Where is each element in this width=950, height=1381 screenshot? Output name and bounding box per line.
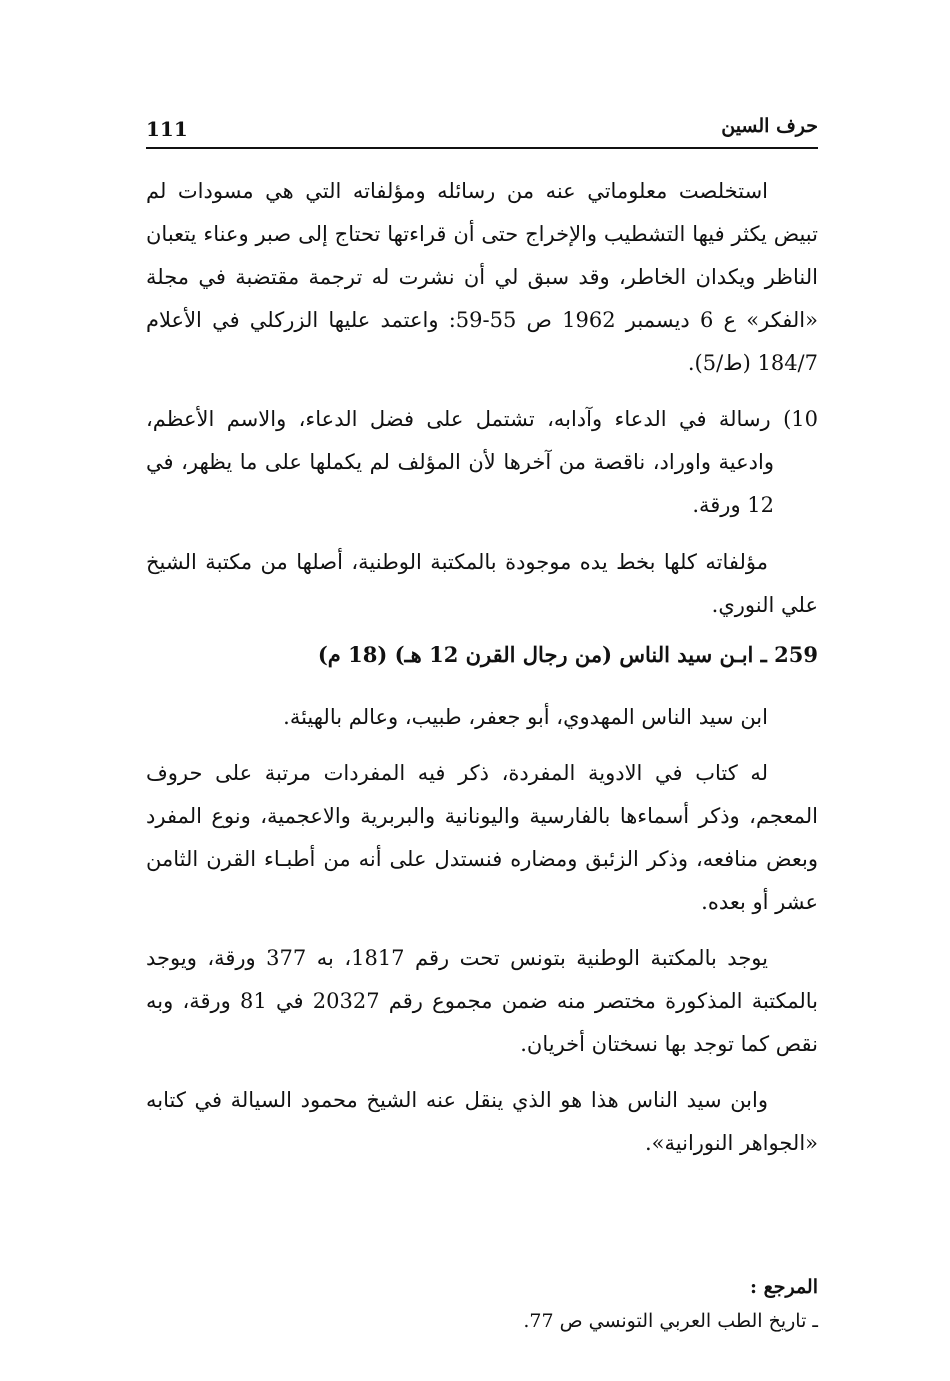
page-body [146, 170, 818, 1338]
page-number: 111 [146, 117, 188, 141]
work-item-10: 10) رسالة في الدعاء وآدابه، تشتمل على فضل الدعاء، والاسم الأعظم، وادعية واوراد، ناقصة من آخرها لأن المؤلف لم يكملها على ما يظهر، في 12 ورقة. [146, 407, 818, 517]
paragraph-citation: وابن سيد الناس هذا هو الذي ينقل عنه الشيخ محمود السيالة في كتابه «الجواهر النورانية». [146, 1088, 818, 1155]
references-title: المرجع : [749, 1276, 818, 1298]
paragraph-manuscripts: مؤلفاته كلها بخط يده موجودة بالمكتبة الوطنية، أصلها من مكتبة الشيخ علي النوري. [146, 550, 818, 617]
references [146, 1270, 818, 1338]
section-title: حرف السين [721, 115, 818, 137]
paragraph-sources: استخلصت معلوماتي عنه من رسائله ومؤلفاته التي هي مسودات لم تبيض يكثر فيها التشطيب والإخراج حتى أن قراءتها تحتاج إلى صبر وعناء يتعبان الناظر ويكدان الخاطر، وقد سبق لي أن نشرت له ترجمة مقتضبة في مجلة «الفكر» ع 6 ديسمبر 1962 ص 55-59: واعتمد عليها الزركلي في الأعلام 184/7 (ط/5). [146, 179, 818, 375]
entry-heading-259: 259 ـ ابـن سيد الناس (من رجال القرن 12 هـ) (18 م) [317, 642, 818, 667]
page-header [146, 113, 818, 149]
paragraph-book: له كتاب في الادوية المفردة، ذكر فيه المفردات مرتبة على حروف المعجم، وذكر أسماءها بالفارسية واليونانية والبربرية والاعجمية، ونوع المفرد وبعض منافعه، وذكر الزئبق ومضاره فنستدل على أنه من أطبـاء القرن الثامن عشر أو بعده. [146, 761, 818, 914]
reference-item: ـ تاريخ الطب العربي التونسي ص 77. [523, 1310, 818, 1332]
paragraph-identity: ابن سيد الناس المهدوي، أبو جعفر، طبيب، وعالم بالهيئة. [283, 705, 768, 729]
paragraph-location: يوجد بالمكتبة الوطنية بتونس تحت رقم 1817، به 377 ورقة، ويوجد بالمكتبة المذكورة مختصر منه ضمن مجموع رقم 20327 في 81 ورقة، وبه نقص كما توجد بها نسختان أخريان. [146, 946, 819, 1056]
